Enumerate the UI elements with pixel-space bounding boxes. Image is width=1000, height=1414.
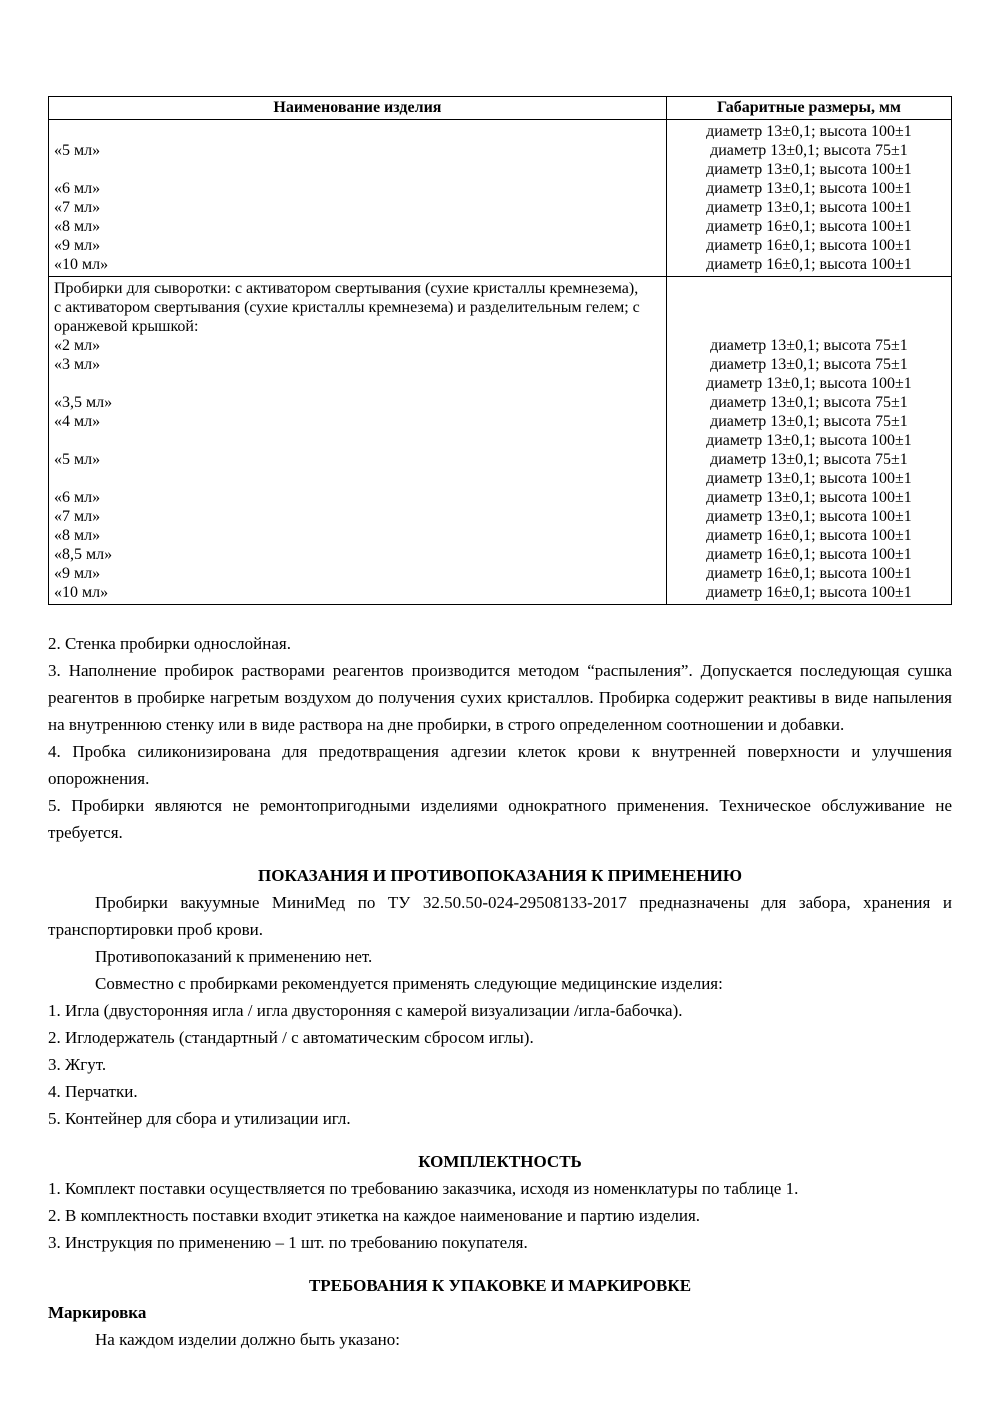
product-name: «10 мл» xyxy=(54,584,109,601)
product-size: диаметр 13±0,1; высота 100±1 xyxy=(706,470,912,487)
column-header-dimensions: Габаритные размеры, мм xyxy=(716,99,901,116)
product-size: диаметр 16±0,1; высота 100±1 xyxy=(706,546,912,563)
product-size: диаметр 13±0,1; высота 75±1 xyxy=(710,337,908,354)
paragraph-purpose: Пробирки вакуумные МиниМед по ТУ 32.50.50-024-29508133-2017 предназначены для забора, хранения и транспортировки проб крови. xyxy=(48,893,952,939)
product-name xyxy=(49,469,666,488)
product-size: диаметр 13±0,1; высота 100±1 xyxy=(706,432,912,449)
product-name: «8 мл» xyxy=(54,527,101,544)
table-header-row xyxy=(49,97,951,120)
section2-description: Пробирки для сыворотки: с активатором свертывания (сухие кристаллы кремнезема), с активатором свертывания (сухие кристаллы кремнезема) и разделительным гелем; с оранжевой крышкой: xyxy=(54,280,640,335)
list-item: 1. Комплект поставки осуществляется по требованию заказчика, исходя из номенклатуры по таблице 1. xyxy=(48,1179,799,1198)
paragraph-no-contraindications: Противопоказаний к применению нет. xyxy=(95,947,373,966)
list-item: 2. Иглодержатель (стандартный / с автоматическим сбросом иглы). xyxy=(48,1028,534,1047)
product-size: диаметр 13±0,1; высота 75±1 xyxy=(710,413,908,430)
product-size: диаметр 13±0,1; высота 75±1 xyxy=(710,394,908,411)
product-name: «7 мл» xyxy=(54,199,101,216)
paragraph-marking-intro: На каждом изделии должно быть указано: xyxy=(95,1330,400,1349)
list-item: 1. Игла (двусторонняя игла / игла двусторонняя с камерой визуализации /игла-бабочка). xyxy=(48,1001,683,1020)
table-section-serum-tubes xyxy=(49,276,951,604)
product-size: диаметр 13±0,1; высота 100±1 xyxy=(706,375,912,392)
product-name: «6 мл» xyxy=(54,489,101,506)
section2-spacer xyxy=(667,279,951,336)
heading-packaging: ТРЕБОВАНИЯ К УПАКОВКЕ И МАРКИРОВКЕ xyxy=(308,1276,692,1295)
product-name xyxy=(49,160,666,179)
product-name: «8 мл» xyxy=(54,218,101,235)
product-name: «8,5 мл» xyxy=(54,546,113,563)
heading-indications: ПОКАЗАНИЯ И ПРОТИВОПОКАЗАНИЯ К ПРИМЕНЕНИЮ xyxy=(258,866,742,885)
product-size: диаметр 16±0,1; высота 100±1 xyxy=(706,256,912,273)
product-size: диаметр 16±0,1; высота 100±1 xyxy=(706,237,912,254)
column-header-product-name: Наименование изделия xyxy=(49,97,667,119)
section2-sizes-column xyxy=(667,277,951,604)
document-body xyxy=(48,630,952,1353)
product-size: диаметр 16±0,1; высота 100±1 xyxy=(706,218,912,235)
paragraph-wall: 2. Стенка пробирки однослойная. xyxy=(48,634,291,653)
product-name: «2 мл» xyxy=(54,337,101,354)
list-item: 4. Перчатки. xyxy=(48,1082,138,1101)
subheading-marking: Маркировка xyxy=(48,1303,147,1322)
product-name: «10 мл» xyxy=(54,256,109,273)
product-name xyxy=(49,431,666,450)
product-name: «5 мл» xyxy=(54,142,101,159)
product-size: диаметр 16±0,1; высота 100±1 xyxy=(706,584,912,601)
product-size: диаметр 13±0,1; высота 100±1 xyxy=(706,508,912,525)
product-name: «9 мл» xyxy=(54,565,101,582)
table-section-volumes xyxy=(49,120,951,276)
product-name xyxy=(49,122,666,141)
product-size: диаметр 13±0,1; высота 75±1 xyxy=(710,451,908,468)
product-size: диаметр 13±0,1; высота 75±1 xyxy=(710,142,908,159)
product-name: «4 мл» xyxy=(54,413,101,430)
list-item: 5. Контейнер для сбора и утилизации игл. xyxy=(48,1109,351,1128)
section2-names-column xyxy=(49,277,667,604)
paragraph-stopper: 4. Пробка силиконизирована для предотвращения адгезии клеток крови к внутренней поверхности и улучшения опорожнения. xyxy=(48,742,952,788)
product-size: диаметр 13±0,1; высота 100±1 xyxy=(706,180,912,197)
heading-completeness: КОМПЛЕКТНОСТЬ xyxy=(418,1152,582,1171)
product-name: «7 мл» xyxy=(54,508,101,525)
product-size: диаметр 13±0,1; высота 100±1 xyxy=(706,489,912,506)
product-name: «5 мл» xyxy=(54,451,101,468)
list-item: 3. Инструкция по применению – 1 шт. по требованию покупателя. xyxy=(48,1233,528,1252)
section1-sizes-column xyxy=(667,120,951,276)
paragraph-single-use: 5. Пробирки являются не ремонтопригодными изделиями однократного применения. Техническое обслуживание не требуется. xyxy=(48,796,952,842)
product-name: «9 мл» xyxy=(54,237,101,254)
product-size: диаметр 16±0,1; высота 100±1 xyxy=(706,565,912,582)
completeness-list xyxy=(48,1175,952,1256)
product-size: диаметр 13±0,1; высота 100±1 xyxy=(706,199,912,216)
product-name xyxy=(49,374,666,393)
paragraph-filling: 3. Наполнение пробирок растворами реагентов производится методом “распыления”. Допускается последующая сушка реагентов в пробирке нагретым воздухом до получения сухих кристаллов. Пробирка содержит реактивы в виде напыления на внутреннюю стенку или в виде раствора на дне пробирки, в строго определенном соотношении и добавки. xyxy=(48,661,952,734)
product-name: «3,5 мл» xyxy=(54,394,113,411)
product-size: диаметр 13±0,1; высота 100±1 xyxy=(706,123,912,140)
products-table xyxy=(48,96,952,605)
product-size: диаметр 13±0,1; высота 100±1 xyxy=(706,161,912,178)
recommended-devices-list xyxy=(48,997,952,1132)
product-name: «3 мл» xyxy=(54,356,101,373)
section1-names-column xyxy=(49,120,667,276)
product-size: диаметр 13±0,1; высота 75±1 xyxy=(710,356,908,373)
list-item: 2. В комплектность поставки входит этикетка на каждое наименование и партию изделия. xyxy=(48,1206,701,1225)
paragraph-recommended-devices: Совместно с пробирками рекомендуется применять следующие медицинские изделия: xyxy=(95,974,723,993)
list-item: 3. Жгут. xyxy=(48,1055,107,1074)
product-name: «6 мл» xyxy=(54,180,101,197)
product-size: диаметр 16±0,1; высота 100±1 xyxy=(706,527,912,544)
